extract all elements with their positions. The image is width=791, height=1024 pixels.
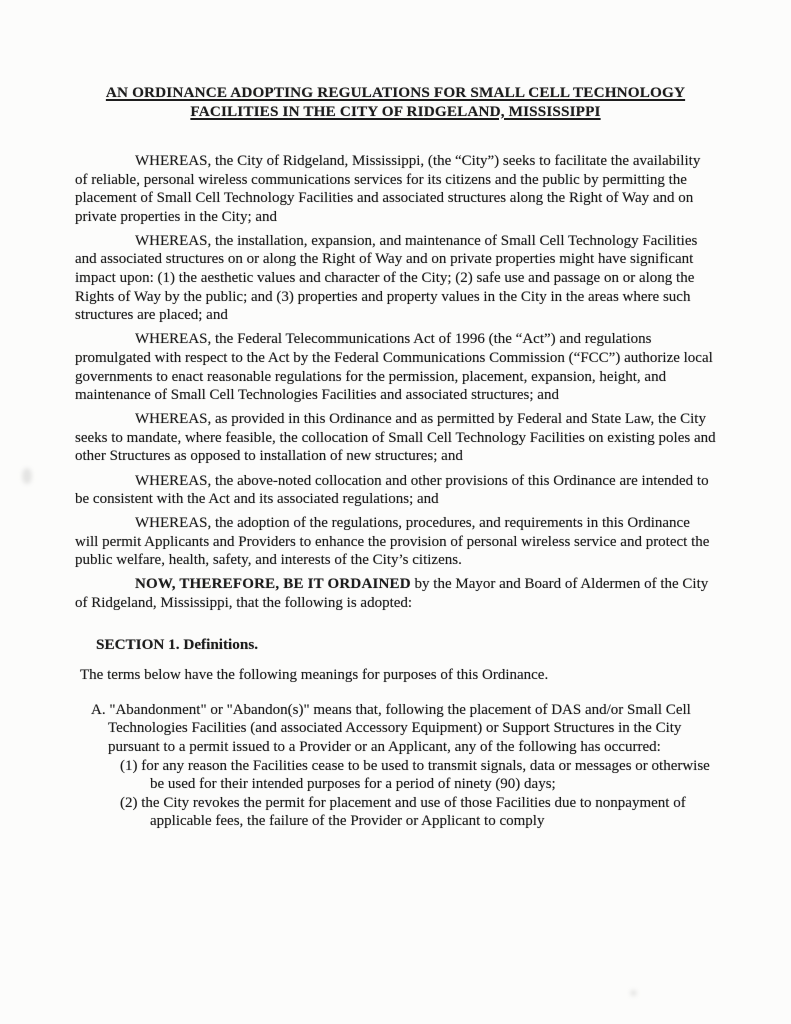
document-content xyxy=(75,84,716,831)
scan-artifact xyxy=(630,990,637,996)
definition-subitem-2-label: (2) xyxy=(120,794,138,811)
definition-subitem-1-label: (1) xyxy=(120,757,138,774)
whereas-paragraph-5: WHEREAS, the above-noted collocation and other provisions of this Ordinance are intended to be consistent with the Act and its associated regulations; and xyxy=(75,472,709,508)
ordinance-title xyxy=(75,84,716,121)
scan-artifact xyxy=(22,468,32,484)
definition-item-a-text xyxy=(80,701,716,757)
ordinance-title-line2: FACILITIES IN THE CITY OF RIDGELAND, MISSISSIPPI xyxy=(190,102,601,120)
definition-item-a-body: "Abandonment" or "Abandon(s)" means that, following the placement of DAS and/or Small Cell Technologies Facilities (and associated Accessory Equipment) or Support Structures in the City pursuant to a permit issued to a Provider or an Applicant, any of the following has occurred: xyxy=(108,701,691,756)
whereas-paragraph-6: WHEREAS, the adoption of the regulations, procedures, and requirements in this Ordinance will permit Applicants and Providers to enhance the provision of personal wireless service and protect the public welfare, health, safety, and interests of the City’s citizens. xyxy=(75,515,710,569)
definition-subitem-2 xyxy=(80,794,716,831)
definition-subitem-1 xyxy=(80,757,716,794)
section-1-intro: The terms below have the following meanings for purposes of this Ordinance. xyxy=(80,667,549,684)
whereas-paragraph-1: WHEREAS, the City of Ridgeland, Mississippi, (the “City”) seeks to facilitate the availability of reliable, personal wireless communications services for its citizens and the public by permitting the placement of Small Cell Technology Facilities and associated structures along the Right of Way and on private properties in the City; and xyxy=(75,153,701,225)
ordinance-title-line1: AN ORDINANCE ADOPTING REGULATIONS FOR SMALL CELL TECHNOLOGY xyxy=(105,84,686,101)
definition-item-a xyxy=(80,701,716,831)
definition-subitem-2-text: the City revokes the permit for placement and use of those Facilities due to nonpayment of applicable fees, the failure of the Provider or Applicant to comply xyxy=(141,794,686,830)
whereas-paragraph-2: WHEREAS, the installation, expansion, and maintenance of Small Cell Technology Facilities and associated structures on or along the Right of Way and on private properties might have significant impact upon: (1) the aesthetic values and character of the City; (2) safe use and passage on or along the Rights of Way by the public; and (3) properties and property values in the City in the areas where such structures are placed; and xyxy=(75,232,698,324)
section-1-heading: SECTION 1. Definitions. xyxy=(96,635,259,653)
whereas-paragraph-4: WHEREAS, as provided in this Ordinance and as permitted by Federal and State Law, the City seeks to mandate, where feasible, the collocation of Small Cell Technology Facilities on existing poles and other Structures as opposed to installation of new structures; and xyxy=(75,411,716,465)
definition-subitem-1-text: for any reason the Facilities cease to be used to transmit signals, data or messages or otherwise be used for their intended purposes for a period of ninety (90) days; xyxy=(141,757,710,793)
definition-item-a-label: A. xyxy=(91,701,106,718)
ordained-paragraph xyxy=(75,575,716,612)
ordained-rest-text: by the Mayor and Board of Aldermen of the City of Ridgeland, Mississippi, that the following is adopted: xyxy=(75,576,709,612)
ordained-lead-text: NOW, THEREFORE, BE IT ORDAINED xyxy=(135,576,411,593)
whereas-paragraph-3: WHEREAS, the Federal Telecommunications Act of 1996 (the “Act”) and regulations promulgated with respect to the Act by the Federal Communications Commission (“FCC”) authorize local governments to enact reasonable regulations for the permission, placement, expansion, height, and maintenance of Small Cell Technologies Facilities and associated structures; and xyxy=(75,331,713,404)
